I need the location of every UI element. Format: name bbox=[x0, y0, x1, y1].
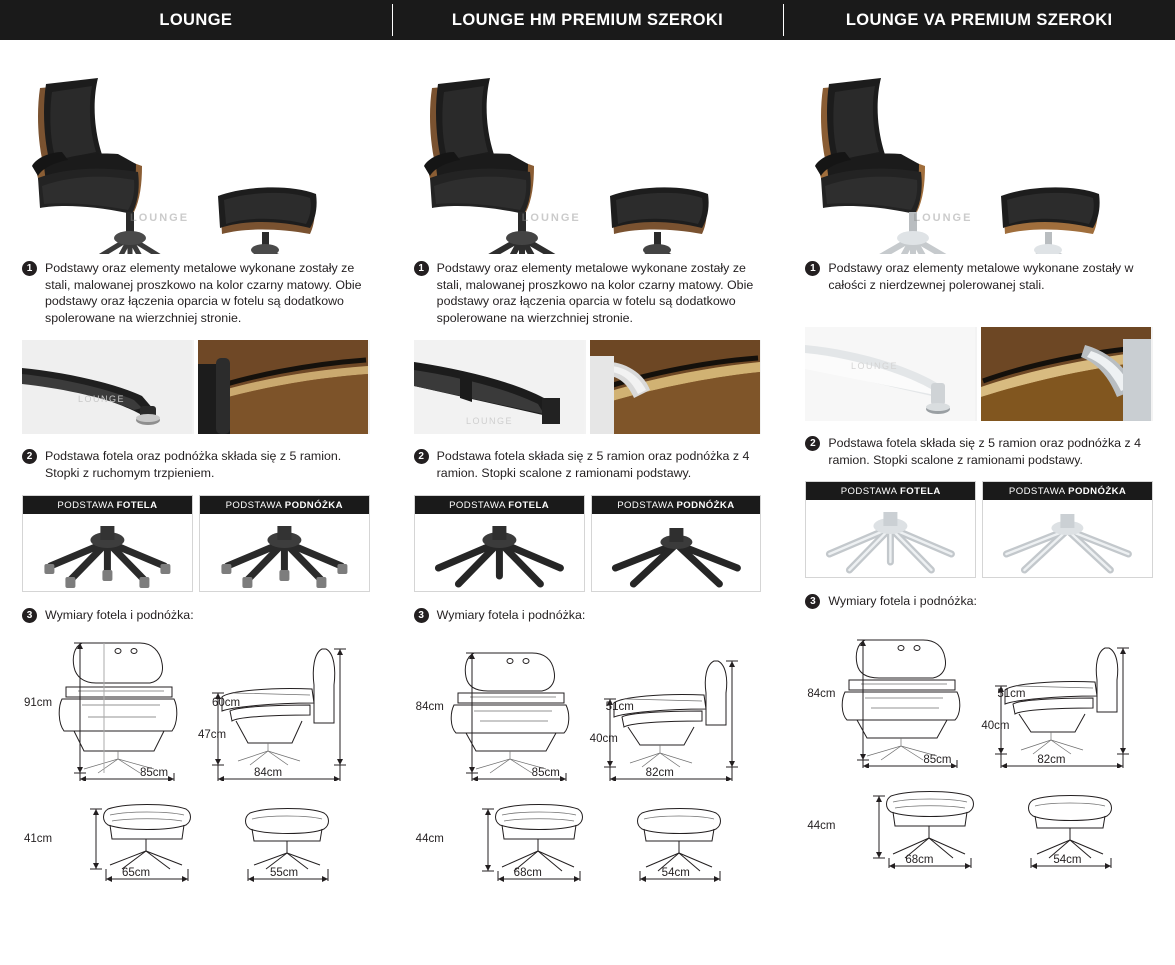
base-card-strong: PODNÓŻKA bbox=[676, 499, 735, 511]
base-card-chair bbox=[414, 495, 585, 592]
base-card-ottoman bbox=[591, 495, 762, 592]
note-text-2: Podstawa fotela składa się z 5 ramion oraz podnóżka z 4 ramion. Stopki scalone z ramionami podstawy. bbox=[828, 436, 1142, 467]
base-card-body-ottoman bbox=[983, 500, 1152, 577]
note-text-3: Wymiary fotela i podnóżka: bbox=[45, 607, 194, 622]
dim-chair-front-height: 44cm bbox=[415, 833, 444, 846]
detail-photo-shell-joint bbox=[198, 340, 370, 434]
base-card-ottoman bbox=[199, 495, 370, 592]
base-card-title-chair bbox=[23, 496, 192, 514]
base-card-body-ottoman bbox=[200, 514, 369, 591]
base-card-chair bbox=[805, 481, 976, 578]
detail-photos-lounge-hm bbox=[414, 340, 762, 434]
note-text-2: Podstawa fotela składa się z 5 ramion oraz podnóżka z 4 ramion. Stopki scalone z ramionami podstawy. bbox=[436, 449, 750, 480]
note-badge-1: 1 bbox=[22, 261, 37, 276]
base-5-arm-black-illustration-2 bbox=[200, 514, 369, 591]
base-card-body-chair bbox=[806, 500, 975, 577]
dim-ottoman-height: 51cm bbox=[605, 701, 634, 714]
detail-base-arm-illustration bbox=[22, 340, 192, 434]
header-title-lounge-va: LOUNGE VA PREMIUM SZEROKI bbox=[845, 10, 1113, 29]
note-text-1: Podstawy oraz elementy metalowe wykonane zostały w całości z nierdzewnej polerowanej stali. bbox=[828, 261, 1134, 292]
product-photo-lounge-hm bbox=[414, 54, 762, 254]
dimension-drawing-side bbox=[805, 618, 1150, 768]
chair-photo-illustration bbox=[22, 54, 362, 254]
dimension-side-views-lounge bbox=[22, 631, 370, 781]
note-text-3: Wymiary fotela i podnóżka: bbox=[436, 607, 586, 622]
chair-photo-illustration bbox=[805, 54, 1145, 254]
note-3-lounge-hm bbox=[414, 607, 762, 624]
product-header-bar bbox=[0, 0, 1175, 40]
note-2-lounge-hm bbox=[414, 448, 762, 481]
dim-chair-front-width: 68cm bbox=[513, 867, 542, 880]
column-lounge bbox=[0, 40, 392, 885]
base-card-body-chair bbox=[415, 514, 584, 591]
svg-text:LOUNGE: LOUNGE bbox=[851, 361, 899, 372]
base-card-prefix: PODSTAWA bbox=[449, 499, 509, 511]
detail-photos-lounge bbox=[22, 340, 370, 434]
dim-ottoman-front-width: 55cm bbox=[270, 867, 299, 880]
dimension-side-views-lounge-hm bbox=[414, 631, 762, 781]
detail-photo-base-arm bbox=[22, 340, 194, 434]
column-lounge-hm bbox=[392, 40, 784, 885]
base-4-arm-black-illustration bbox=[592, 514, 761, 591]
base-card-title-ottoman bbox=[200, 496, 369, 514]
dim-chair-front-width: 68cm bbox=[905, 853, 934, 866]
base-cards-lounge-va bbox=[805, 481, 1153, 578]
note-badge-2: 2 bbox=[805, 436, 820, 451]
dimension-drawing-front bbox=[805, 782, 1150, 872]
dim-chair-front-height: 44cm bbox=[807, 819, 836, 832]
watermark-lounge-2: LOUNGE bbox=[521, 212, 581, 224]
dim-ottoman-height-seat: 40cm bbox=[981, 719, 1010, 732]
note-2-lounge-va bbox=[805, 435, 1153, 468]
dimension-drawing-front bbox=[22, 795, 367, 885]
dim-ottoman-front-width: 54cm bbox=[661, 867, 690, 880]
base-card-title-chair bbox=[806, 482, 975, 500]
header-title-lounge-hm: LOUNGE HM PREMIUM SZEROKI bbox=[451, 10, 724, 29]
svg-text:LOUNGE: LOUNGE bbox=[78, 394, 126, 405]
dim-ottoman-height-seat: 47cm bbox=[198, 729, 227, 742]
note-3-lounge-va bbox=[805, 593, 1153, 610]
base-card-strong: FOTELA bbox=[508, 499, 550, 511]
dimension-front-views-lounge-va bbox=[805, 782, 1153, 872]
dim-ottoman-width: 82cm bbox=[645, 767, 674, 780]
base-card-title-ottoman bbox=[983, 482, 1152, 500]
detail-photo-shell-joint bbox=[981, 327, 1153, 421]
watermark-lounge-1: LOUNGE bbox=[130, 212, 190, 224]
note-badge-3: 3 bbox=[414, 608, 429, 623]
note-badge-3: 3 bbox=[22, 608, 37, 623]
base-card-prefix: PODSTAWA bbox=[57, 499, 117, 511]
dim-ottoman-front-width: 54cm bbox=[1053, 853, 1082, 866]
base-card-strong: FOTELA bbox=[116, 499, 158, 511]
detail-base-arm-illustration bbox=[414, 340, 584, 434]
product-photo-lounge bbox=[22, 54, 370, 254]
dim-chair-width: 85cm bbox=[531, 767, 560, 780]
dimension-side-views-lounge-va bbox=[805, 618, 1153, 768]
dim-ottoman-width: 84cm bbox=[254, 767, 283, 780]
note-text-1: Podstawy oraz elementy metalowe wykonane zostały ze stali, malowanej proszkowo na kolor czarny matowy. Obie podstawy oraz łączenia oparcia w fotelu są dodatkowo spolerowane na wierzchniej stronie. bbox=[436, 261, 754, 325]
header-cell-lounge bbox=[0, 0, 392, 40]
base-5-arm-black-illustration bbox=[23, 514, 192, 591]
detail-photos-lounge-va bbox=[805, 327, 1153, 421]
dim-ottoman-width: 82cm bbox=[1037, 753, 1066, 766]
base-card-strong: FOTELA bbox=[899, 486, 941, 498]
dim-chair-width: 85cm bbox=[923, 753, 952, 766]
dim-chair-height: 84cm bbox=[415, 701, 444, 714]
dim-ottoman-height: 51cm bbox=[997, 687, 1026, 700]
note-badge-1: 1 bbox=[805, 261, 820, 276]
note-text-2: Podstawa fotela oraz podnóżka składa się z 5 ramion. Stopki z ruchomym trzpieniem. bbox=[45, 449, 342, 480]
detail-photo-shell-joint bbox=[590, 340, 762, 434]
note-2-lounge bbox=[22, 448, 370, 481]
base-card-prefix: PODSTAWA bbox=[225, 499, 285, 511]
note-badge-1: 1 bbox=[414, 261, 429, 276]
base-5-arm-black-illustration bbox=[415, 514, 584, 591]
dimension-drawing-front bbox=[414, 795, 759, 885]
base-card-title-chair bbox=[415, 496, 584, 514]
watermark-lounge-3: LOUNGE bbox=[913, 212, 973, 224]
dim-ottoman-height-seat: 40cm bbox=[589, 733, 618, 746]
note-badge-2: 2 bbox=[22, 449, 37, 464]
product-photo-lounge-va bbox=[805, 54, 1153, 254]
base-card-chair bbox=[22, 495, 193, 592]
note-1-lounge bbox=[22, 260, 370, 326]
base-card-prefix: PODSTAWA bbox=[1008, 486, 1069, 498]
dimension-drawing-side bbox=[22, 631, 367, 781]
dim-chair-height: 91cm bbox=[24, 697, 53, 710]
base-card-body-chair bbox=[23, 514, 192, 591]
base-card-ottoman bbox=[982, 481, 1153, 578]
base-card-body-ottoman bbox=[592, 514, 761, 591]
base-card-title-ottoman bbox=[592, 496, 761, 514]
header-title-lounge: LOUNGE bbox=[159, 10, 233, 29]
detail-photo-base-arm bbox=[805, 327, 977, 421]
note-1-lounge-va bbox=[805, 260, 1153, 293]
dim-chair-front-height: 41cm bbox=[24, 833, 53, 846]
dimension-front-views-lounge-hm bbox=[414, 795, 762, 885]
detail-shell-joint-illustration bbox=[590, 340, 760, 434]
chair-photo-illustration bbox=[414, 54, 754, 254]
product-columns bbox=[0, 40, 1175, 885]
dim-chair-front-width: 65cm bbox=[122, 867, 151, 880]
base-5-arm-chrome-illustration bbox=[806, 500, 975, 577]
note-badge-3: 3 bbox=[805, 594, 820, 609]
base-4-arm-chrome-illustration bbox=[983, 500, 1152, 577]
column-lounge-va bbox=[783, 40, 1175, 885]
note-1-lounge-hm bbox=[414, 260, 762, 326]
detail-shell-joint-illustration bbox=[981, 327, 1151, 421]
base-cards-lounge-hm bbox=[414, 495, 762, 592]
note-3-lounge bbox=[22, 607, 370, 624]
base-card-strong: PODNÓŻKA bbox=[1068, 486, 1127, 498]
dim-chair-height: 84cm bbox=[807, 687, 836, 700]
dimension-front-views-lounge bbox=[22, 795, 370, 885]
detail-shell-joint-illustration bbox=[198, 340, 368, 434]
detail-photo-base-arm bbox=[414, 340, 586, 434]
dim-chair-width: 85cm bbox=[140, 767, 169, 780]
base-card-strong: PODNÓŻKA bbox=[284, 499, 343, 511]
detail-base-arm-illustration bbox=[805, 327, 975, 421]
base-card-prefix: PODSTAWA bbox=[617, 499, 677, 511]
base-card-prefix: PODSTAWA bbox=[840, 486, 900, 498]
svg-text:LOUNGE: LOUNGE bbox=[465, 416, 513, 427]
header-cell-lounge-va bbox=[783, 0, 1175, 40]
header-cell-lounge-hm bbox=[392, 0, 784, 40]
dim-ottoman-height: 60cm bbox=[212, 697, 241, 710]
note-text-1: Podstawy oraz elementy metalowe wykonane zostały ze stali, malowanej proszkowo na kolor czarny matowy. Obie podstawy oraz łączenia oparcia w fotelu są dodatkowo spolerowane na wierzchniej stronie. bbox=[45, 261, 362, 325]
note-text-3: Wymiary fotela i podnóżka: bbox=[828, 594, 977, 609]
dimension-drawing-side bbox=[414, 631, 759, 781]
base-cards-lounge bbox=[22, 495, 370, 592]
note-badge-2: 2 bbox=[414, 449, 429, 464]
